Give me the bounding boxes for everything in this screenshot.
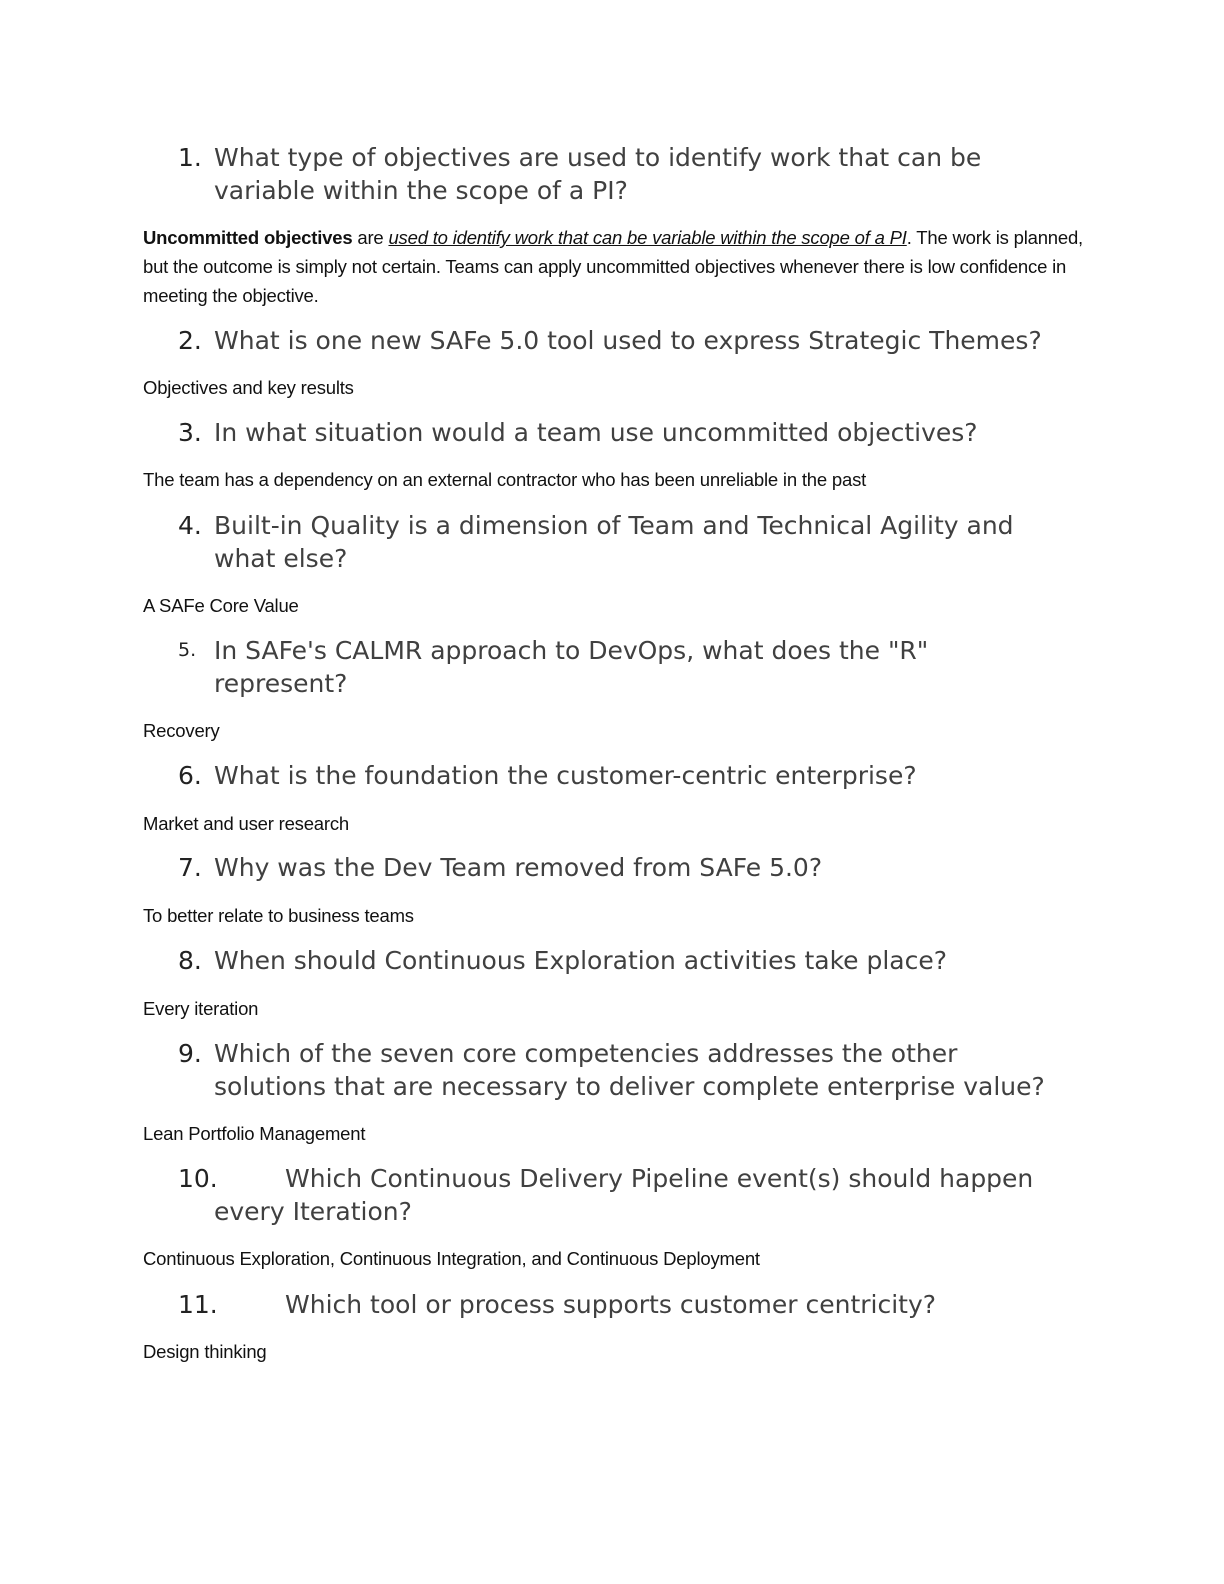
question-text: Which Continuous Delivery Pipeline event(s) should happen every Iteration? [214, 1164, 1034, 1226]
question-text: Which of the seven core competencies addresses the other solutions that are necessary to deliver complete enterprise value? [214, 1039, 1045, 1101]
question-text: In SAFe's CALMR approach to DevOps, what does the "R" represent? [214, 636, 929, 698]
question-number: 8. [178, 946, 202, 975]
answer-text: are [352, 227, 389, 248]
question-number: 3. [178, 418, 202, 447]
answer-text: . The work is planned, but the outcome is simply not certain. Teams can apply uncommitted objectives whenever there is low confidence in meeting the objective. [143, 227, 1083, 306]
question-number: 11. [178, 1290, 218, 1319]
answer-7: To better relate to business teams [143, 905, 414, 926]
question-text: In what situation would a team use uncommitted objectives? [214, 418, 978, 447]
answer-6: Market and user research [143, 813, 349, 834]
answer-8: Every iteration [143, 998, 259, 1019]
question-number: 6. [178, 761, 202, 790]
question-text: What is one new SAFe 5.0 tool used to express Strategic Themes? [214, 326, 1042, 355]
question-number: 1. [178, 143, 202, 172]
question-text: Which tool or process supports customer centricity? [285, 1290, 937, 1319]
question-number: 4. [178, 511, 202, 540]
question-text: What is the foundation the customer-centric enterprise? [214, 761, 917, 790]
answer-5: Recovery [143, 720, 220, 741]
question-number: 7. [178, 853, 202, 882]
answer-underlined-phrase: used to identify work that can be variable within the scope of a PI [388, 227, 907, 248]
answer-1 [143, 223, 1083, 310]
question-text: Built-in Quality is a dimension of Team and Technical Agility and what else? [214, 511, 1014, 573]
question-number: 5. [178, 639, 197, 661]
question-number: 9. [178, 1039, 202, 1068]
question-text: When should Continuous Exploration activities take place? [214, 946, 948, 975]
question-number: 2. [178, 326, 202, 355]
answer-9: Lean Portfolio Management [143, 1123, 366, 1144]
answer-10: Continuous Exploration, Continuous Integration, and Continuous Deployment [143, 1248, 760, 1269]
question-text: What type of objectives are used to identify work that can be variable within the scope of a PI? [214, 143, 982, 205]
answer-3: The team has a dependency on an external contractor who has been unreliable in the past [143, 469, 867, 490]
answer-2: Objectives and key results [143, 377, 354, 398]
answer-11: Design thinking [143, 1341, 267, 1362]
question-text: Why was the Dev Team removed from SAFe 5.0? [214, 853, 823, 882]
answer-4: A SAFe Core Value [143, 595, 299, 616]
answer-bold-term: Uncommitted objectives [143, 227, 353, 248]
question-number: 10. [178, 1164, 218, 1193]
